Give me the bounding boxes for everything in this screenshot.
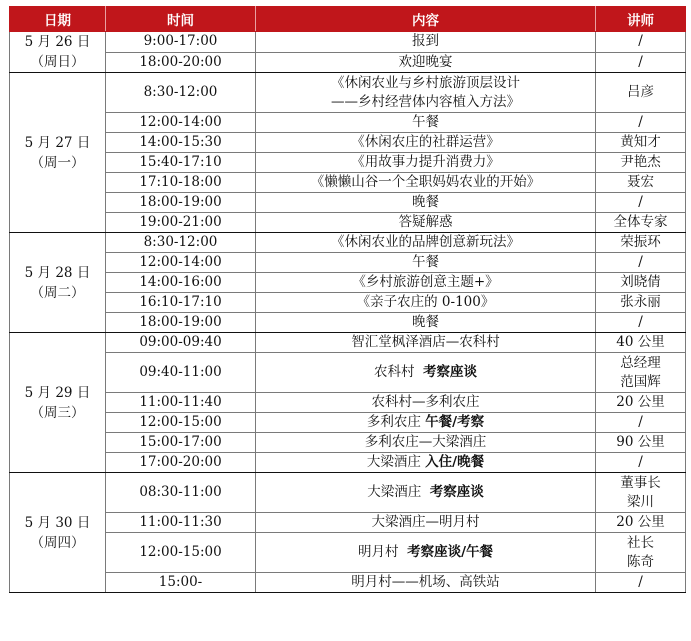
content-text: 《乡村旅游创意主题+》 [352,274,499,290]
content-cell [256,513,596,533]
table-row [10,173,686,193]
content-cell [256,32,596,53]
content-cell [256,393,596,413]
content-text: 晚餐 [412,194,439,210]
lecturer-cell [596,113,686,133]
table-row [10,73,686,113]
content-text: 农科村—多利农庄 [371,394,480,410]
lecturer-cell [596,393,686,413]
time-cell: 19:00-21:00 [106,213,256,233]
lecturer-line: 范国辉 [620,373,661,390]
lecturer-line: 董事长 [620,474,661,491]
time-cell: 09:40-11:00 [106,353,256,393]
time-cell: 18:00-20:00 [106,52,256,73]
table-row [10,52,686,73]
content-cell [256,453,596,473]
content-cell [256,533,596,573]
content-cell [256,353,596,393]
lecturer-cell [596,253,686,273]
content-text: 多利农庄—大梁酒庄 [364,434,487,450]
table-row [10,433,686,453]
table-row [10,453,686,473]
table-row [10,333,686,353]
content-text: 晚餐 [412,314,439,330]
content-emphasis: 入住/晚餐 [425,454,485,470]
time-cell: 12:00-14:00 [106,253,256,273]
table-row [10,253,686,273]
content-cell [256,113,596,133]
content-emphasis: 午餐/考察 [425,414,485,430]
time-cell: 11:00-11:30 [106,513,256,533]
lecturer-line: 陈奇 [627,553,654,570]
time-cell: 11:00-11:40 [106,393,256,413]
day-weekday: （周三） [30,404,85,421]
content-text: 午餐 [412,114,439,130]
content-cell [256,313,596,333]
lecturer-cell [596,273,686,293]
table-row [10,313,686,333]
lecturer-cell [596,453,686,473]
content-text: 大梁酒庄 [366,454,426,470]
day-weekday: （周一） [30,154,85,171]
day-weekday: （周日） [30,54,85,70]
day-date: 5 月 30 日 [24,514,91,531]
time-cell: 17:10-18:00 [106,173,256,193]
table-row [10,513,686,533]
content-text: 午餐 [412,254,439,270]
header-row [10,7,686,32]
lecturer-line: 聂宏 [627,174,654,190]
table-row [10,413,686,433]
content-text: 大梁酒庄 [367,484,430,500]
content-text: 《休闲农业的品牌创意新玩法》 [331,234,520,250]
schedule-table [9,6,686,593]
table-row [10,32,686,53]
time-cell: 12:00-14:00 [106,113,256,133]
content-text: 大梁酒庄—明月村 [371,514,480,530]
time-cell: 09:00-09:40 [106,333,256,353]
day-date: 5 月 27 日 [24,134,91,151]
day-date-cell [10,473,106,593]
table-row [10,233,686,253]
content-cell [256,173,596,193]
lecturer-line: 梁川 [627,493,654,510]
content-text: 多利农庄 [366,414,426,430]
day-weekday: （周二） [30,284,85,301]
lecturer-line: 张永丽 [620,294,661,310]
time-cell: 9:00-17:00 [106,32,256,53]
content-text: 智汇堂枫泽酒店—农科村 [351,334,500,350]
content-text: 《亲子农庄的 0-100》 [356,294,495,310]
lecturer-line: 20 公里 [616,394,665,410]
lecturer-cell [596,193,686,213]
content-text: 明月村 [357,544,408,560]
lecturer-line: 吕彦 [627,84,654,100]
time-cell: 08:30-11:00 [106,473,256,513]
time-cell: 12:00-15:00 [106,533,256,573]
time-cell: 14:00-15:30 [106,133,256,153]
lecturer-cell [596,333,686,353]
lecturer-line: 20 公里 [616,514,665,530]
lecturer-cell [596,473,686,513]
lecturer-cell [596,573,686,593]
content-cell [256,253,596,273]
content-cell [256,293,596,313]
content-cell [256,193,596,213]
header-time: 时间 [106,7,256,32]
time-cell: 15:40-17:10 [106,153,256,173]
day-date: 5 月 28 日 [24,264,91,281]
lecturer-line: / [638,414,643,430]
content-text: 《休闲农庄的社群运营》 [351,134,500,150]
content-cell [256,133,596,153]
content-text: 《休闲农业与乡村旅游顶层设计 [331,74,520,91]
content-cell [256,413,596,433]
lecturer-cell [596,533,686,573]
lecturer-line: 尹艳杰 [620,154,661,170]
content-cell [256,153,596,173]
lecturer-cell [596,133,686,153]
content-cell [256,52,596,73]
time-cell: 8:30-12:00 [106,233,256,253]
lecturer-cell [596,313,686,333]
content-text: 农科村 [373,364,424,380]
content-text: 明月村——机场、高铁站 [351,574,500,590]
day-date: 5 月 29 日 [24,384,91,401]
table-row [10,393,686,413]
lecturer-cell [596,513,686,533]
lecturer-line: 全体专家 [613,214,668,230]
content-emphasis: 考察座谈 [429,484,484,500]
day-date-cell [10,333,106,473]
lecturer-line: 黄知才 [620,134,661,150]
table-row [10,193,686,213]
table-row [10,153,686,173]
content-text: 《用故事力提升消费力》 [351,154,500,170]
time-cell: 12:00-15:00 [106,413,256,433]
time-cell: 18:00-19:00 [106,313,256,333]
lecturer-line: / [638,33,643,50]
table-row [10,473,686,513]
lecturer-cell [596,213,686,233]
lecturer-line: / [638,314,643,330]
time-cell: 17:00-20:00 [106,453,256,473]
table-row [10,213,686,233]
content-cell [256,473,596,513]
lecturer-line: 社长 [627,534,654,551]
lecturer-line: / [638,114,643,130]
content-cell [256,333,596,353]
lecturer-line: 刘晓倩 [620,274,661,290]
content-emphasis: 考察座谈/午餐 [407,544,494,560]
lecturer-cell [596,433,686,453]
time-cell: 8:30-12:00 [106,73,256,113]
day-date-cell [10,73,106,233]
content-cell [256,233,596,253]
time-cell: 14:00-16:00 [106,273,256,293]
lecturer-cell [596,32,686,53]
table-row [10,573,686,593]
lecturer-cell [596,293,686,313]
lecturer-cell [596,52,686,73]
day-date-cell [10,233,106,333]
day-weekday: （周四） [30,534,85,551]
header-date: 日期 [10,7,106,32]
time-cell: 15:00- [106,573,256,593]
time-cell: 18:00-19:00 [106,193,256,213]
table-row [10,293,686,313]
time-cell: 15:00-17:00 [106,433,256,453]
lecturer-cell [596,173,686,193]
content-text: 《懒懒山谷一个全职妈妈农业的开始》 [310,174,541,190]
content-cell [256,73,596,113]
lecturer-line: / [638,254,643,270]
content-text: 报到 [412,33,439,50]
content-cell [256,213,596,233]
lecturer-line: / [638,194,643,210]
content-emphasis: 考察座谈 [423,364,478,380]
content-text: ——乡村经营体内容植入方法》 [331,93,520,110]
lecturer-line: / [638,454,643,470]
lecturer-cell [596,73,686,113]
lecturer-cell [596,153,686,173]
lecturer-cell [596,233,686,253]
table-row [10,273,686,293]
table-row [10,113,686,133]
header-content: 内容 [256,7,596,32]
content-text: 欢迎晚宴 [398,53,453,70]
lecturer-line: / [638,574,643,590]
content-cell [256,433,596,453]
content-cell [256,273,596,293]
table-row [10,133,686,153]
day-date: 5 月 26 日 [24,34,91,50]
lecturer-cell [596,413,686,433]
lecturer-line: 总经理 [620,354,661,371]
header-lecturer: 讲师 [596,7,686,32]
day-date-cell [10,32,106,73]
time-cell: 16:10-17:10 [106,293,256,313]
lecturer-line: 90 公里 [616,434,665,450]
lecturer-line: 荣振环 [620,234,661,250]
lecturer-line: / [638,53,643,70]
content-text: 答疑解惑 [398,214,453,230]
table-row [10,533,686,573]
lecturer-line: 40 公里 [616,334,665,350]
content-cell [256,573,596,593]
schedule-body [10,32,686,593]
table-row [10,353,686,393]
lecturer-cell [596,353,686,393]
